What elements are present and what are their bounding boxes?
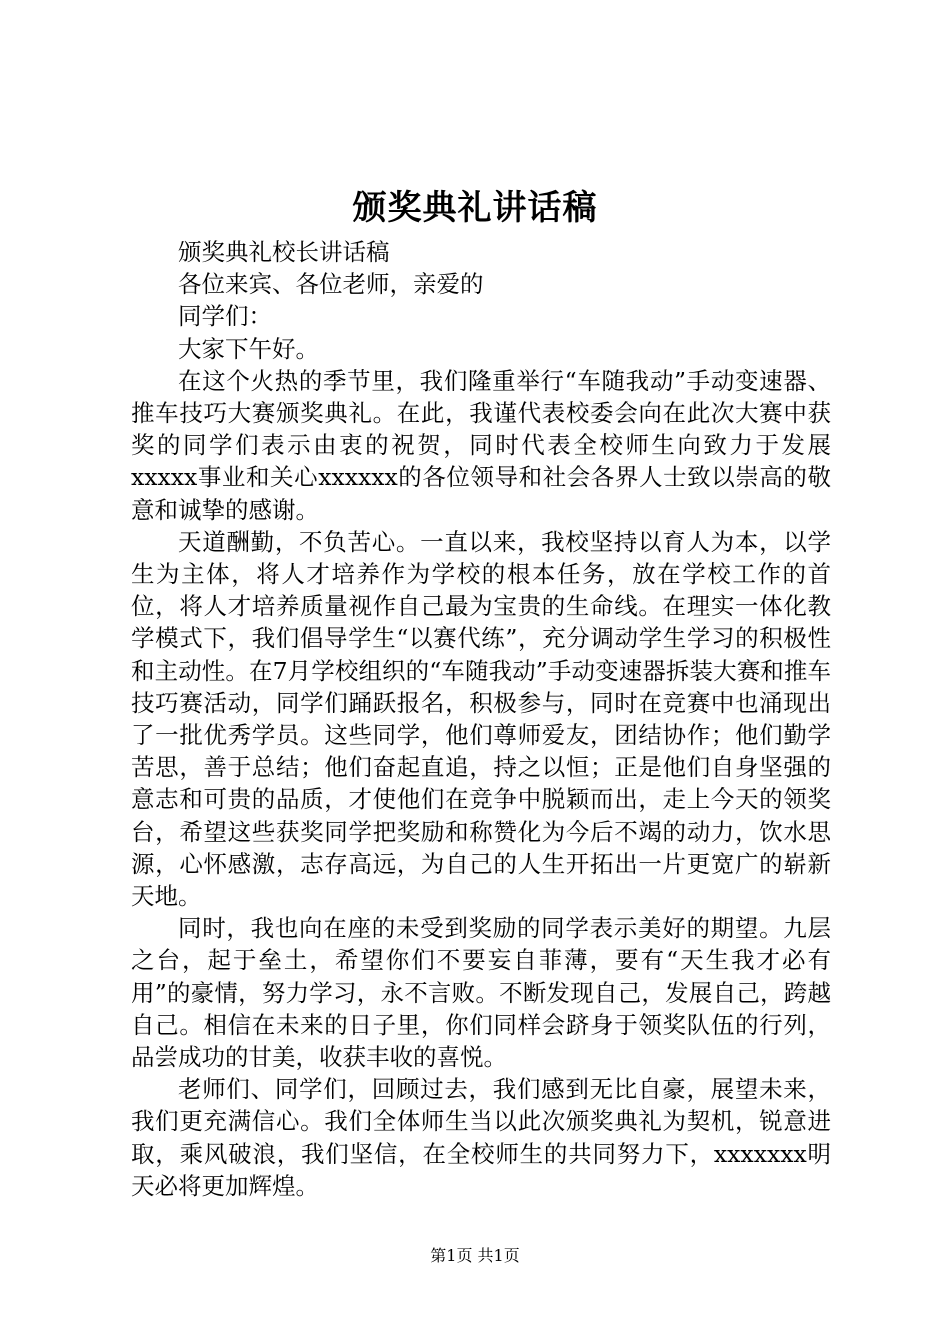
body-paragraph: 在这个火热的季节里，我们隆重举行“车随我动”手动变速器、推车技巧大赛颁奖典礼。在此，我谨代表校委会向在此次大赛中获奖的同学们表示由衷的祝贺，同时代表全校师生向致力于发展xxxxx事业和关心xxxxxx的各位领导和社会各界人士致以崇高的敬意和诚挚的感谢。 <box>131 366 831 524</box>
document-body <box>131 236 831 1202</box>
salutation-paragraph: 大家下午好。 <box>178 334 319 363</box>
page-footer: 第1页 共1页 <box>430 1246 520 1265</box>
greeting-continuation: 同学们： <box>178 302 272 331</box>
body-paragraph: 同时，我也向在座的未受到奖励的同学表示美好的期望。九层之台，起于垒土，希望你们不要妄自菲薄，要有“天生我才必有用”的豪情，努力学习，永不言败。不断发现自己，发展自己，跨越自己。相信在未来的日子里，你们同样会跻身于领奖队伍的行列，品尝成功的甘美，收获丰收的喜悦。 <box>131 914 831 1072</box>
greeting-paragraph: 各位来宾、各位老师，亲爱的 <box>178 270 484 299</box>
document-title: 颁奖典礼讲话稿 <box>352 188 598 228</box>
closing-paragraph: 老师们、同学们，回顾过去，我们感到无比自豪，展望未来，我们更充满信心。我们全体师生当以此次颁奖典礼为契机，锐意进取，乘风破浪，我们坚信，在全校师生的共同努力下，xxxxxxx明天必将更加辉煌。 <box>131 1075 831 1200</box>
subtitle-paragraph: 颁奖典礼校长讲话稿 <box>178 238 390 266</box>
body-paragraph: 天道酬勤，不负苦心。一直以来，我校坚持以育人为本，以学生为主体，将人才培养作为学校的根本任务，放在学校工作的首位，将人才培养质量视作自己最为宝贵的生命线。在理实一体化教学模式下，我们倡导学生“以赛代练”，充分调动学生学习的积极性和主动性。在7月学校组织的“车随我动”手动变速器拆装大赛和推车技巧赛活动，同学们踊跃报名，积极参与，同时在竞赛中也涌现出了一批优秀学员。这些同学，他们尊师爱友，团结协作；他们勤学苦思，善于总结；他们奋起直追，持之以恒；正是他们自身坚强的意志和可贵的品质，才使他们在竞争中脱颖而出，走上今天的领奖台，希望这些获奖同学把奖励和称赞化为今后不竭的动力，饮水思源，心怀感激，志存高远，为自己的人生开拓出一片更宽广的崭新天地。 <box>131 527 831 911</box>
